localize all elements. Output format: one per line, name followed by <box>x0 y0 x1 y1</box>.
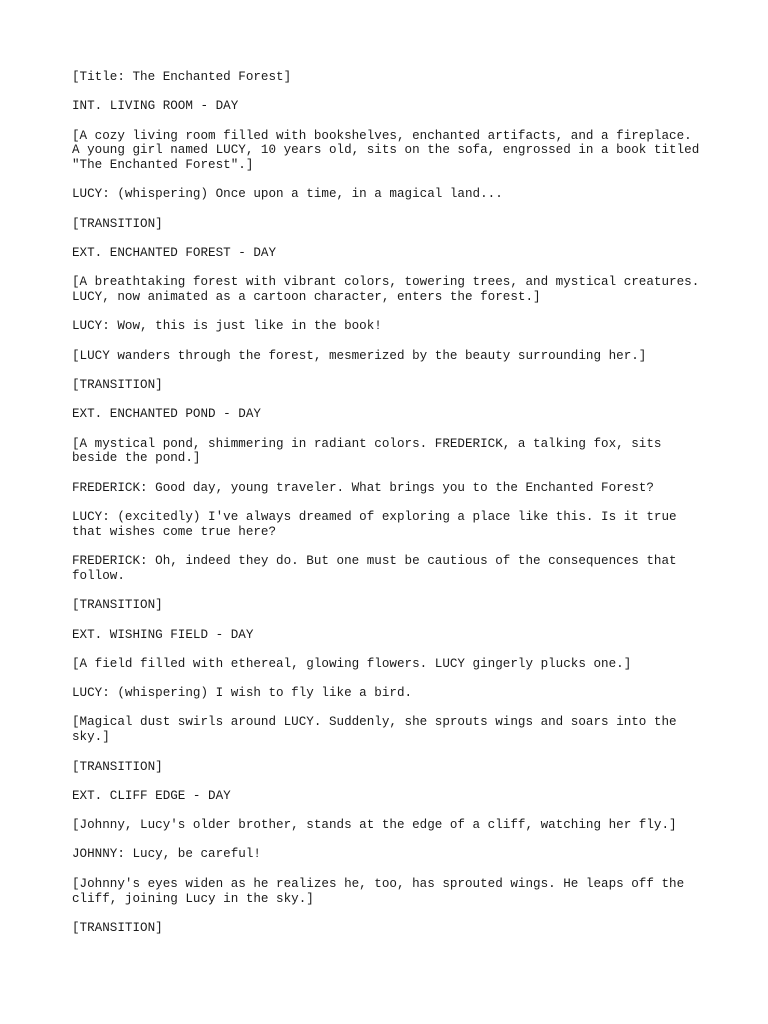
transition-line: [TRANSITION] <box>72 216 163 231</box>
action-paragraph <box>72 129 712 173</box>
transition-line: [TRANSITION] <box>72 920 163 935</box>
dialogue-paragraph <box>72 686 712 701</box>
transition-line: [TRANSITION] <box>72 378 163 393</box>
dialogue-paragraph <box>72 554 712 584</box>
scene-heading-paragraph <box>72 407 712 422</box>
scene-heading-line: EXT. WISHING FIELD - DAY <box>72 627 254 642</box>
action-line: LUCY, now animated as a cartoon character, enters the forest.] <box>72 290 541 305</box>
action-paragraph <box>72 657 712 672</box>
scene-heading-paragraph <box>72 246 712 261</box>
action-line: A young girl named LUCY, 10 years old, sits on the sofa, engrossed in a book titled <box>72 143 700 158</box>
scene-heading-paragraph <box>72 789 712 804</box>
action-paragraph <box>72 349 712 364</box>
transition-paragraph <box>72 598 712 613</box>
action-paragraph <box>72 437 712 467</box>
dialogue-paragraph <box>72 847 712 862</box>
action-paragraph <box>72 715 712 745</box>
transition-line: [TRANSITION] <box>72 598 163 613</box>
action-line: [A cozy living room filled with bookshelves, enchanted artifacts, and a fireplace. <box>72 128 692 143</box>
dialogue-line: LUCY: (whispering) Once upon a time, in a magical land... <box>72 187 503 202</box>
action-line: [A mystical pond, shimmering in radiant colors. FREDERICK, a talking fox, sits <box>72 436 662 451</box>
scene-heading-line: EXT. ENCHANTED FOREST - DAY <box>72 246 277 261</box>
scene-heading-line: EXT. CLIFF EDGE - DAY <box>72 788 231 803</box>
dialogue-paragraph <box>72 481 712 496</box>
action-line: [Johnny, Lucy's older brother, stands at the edge of a cliff, watching her fly.] <box>72 818 677 833</box>
title-line: [Title: The Enchanted Forest] <box>72 70 292 84</box>
dialogue-line: JOHNNY: Lucy, be careful! <box>72 847 261 862</box>
dialogue-line: follow. <box>72 568 125 583</box>
action-line: [A breathtaking forest with vibrant colors, towering trees, and mystical creatures. <box>72 275 700 290</box>
transition-line: [TRANSITION] <box>72 759 163 774</box>
transition-paragraph <box>72 760 712 775</box>
action-line: sky.] <box>72 730 110 745</box>
scene-heading-paragraph <box>72 99 712 114</box>
action-line: [Johnny's eyes widen as he realizes he, too, has sprouted wings. He leaps off the <box>72 876 685 891</box>
scene-heading-paragraph <box>72 628 712 643</box>
dialogue-line: FREDERICK: Good day, young traveler. What brings you to the Enchanted Forest? <box>72 480 654 495</box>
screenplay-page <box>72 70 712 950</box>
action-paragraph <box>72 818 712 833</box>
dialogue-paragraph <box>72 187 712 202</box>
dialogue-paragraph <box>72 510 712 540</box>
transition-paragraph <box>72 921 712 936</box>
dialogue-paragraph <box>72 319 712 334</box>
action-line: beside the pond.] <box>72 451 201 466</box>
action-line: [A field filled with ethereal, glowing flowers. LUCY gingerly plucks one.] <box>72 656 632 671</box>
dialogue-line: that wishes come true here? <box>72 524 277 539</box>
action-line: "The Enchanted Forest".] <box>72 158 254 173</box>
dialogue-line: FREDERICK: Oh, indeed they do. But one must be cautious of the consequences that <box>72 554 677 569</box>
title-paragraph <box>72 70 712 85</box>
scene-heading-line: EXT. ENCHANTED POND - DAY <box>72 407 261 422</box>
dialogue-line: LUCY: (excitedly) I've always dreamed of exploring a place like this. Is it true <box>72 510 677 525</box>
action-line: cliff, joining Lucy in the sky.] <box>72 891 314 906</box>
transition-paragraph <box>72 217 712 232</box>
transition-paragraph <box>72 378 712 393</box>
dialogue-line: LUCY: (whispering) I wish to fly like a bird. <box>72 686 413 701</box>
scene-heading-line: INT. LIVING ROOM - DAY <box>72 99 239 114</box>
action-line: [Magical dust swirls around LUCY. Suddenly, she sprouts wings and soars into the <box>72 715 677 730</box>
action-paragraph <box>72 275 712 305</box>
action-paragraph <box>72 877 712 907</box>
action-line: [LUCY wanders through the forest, mesmerized by the beauty surrounding her.] <box>72 348 647 363</box>
dialogue-line: LUCY: Wow, this is just like in the book! <box>72 319 382 334</box>
